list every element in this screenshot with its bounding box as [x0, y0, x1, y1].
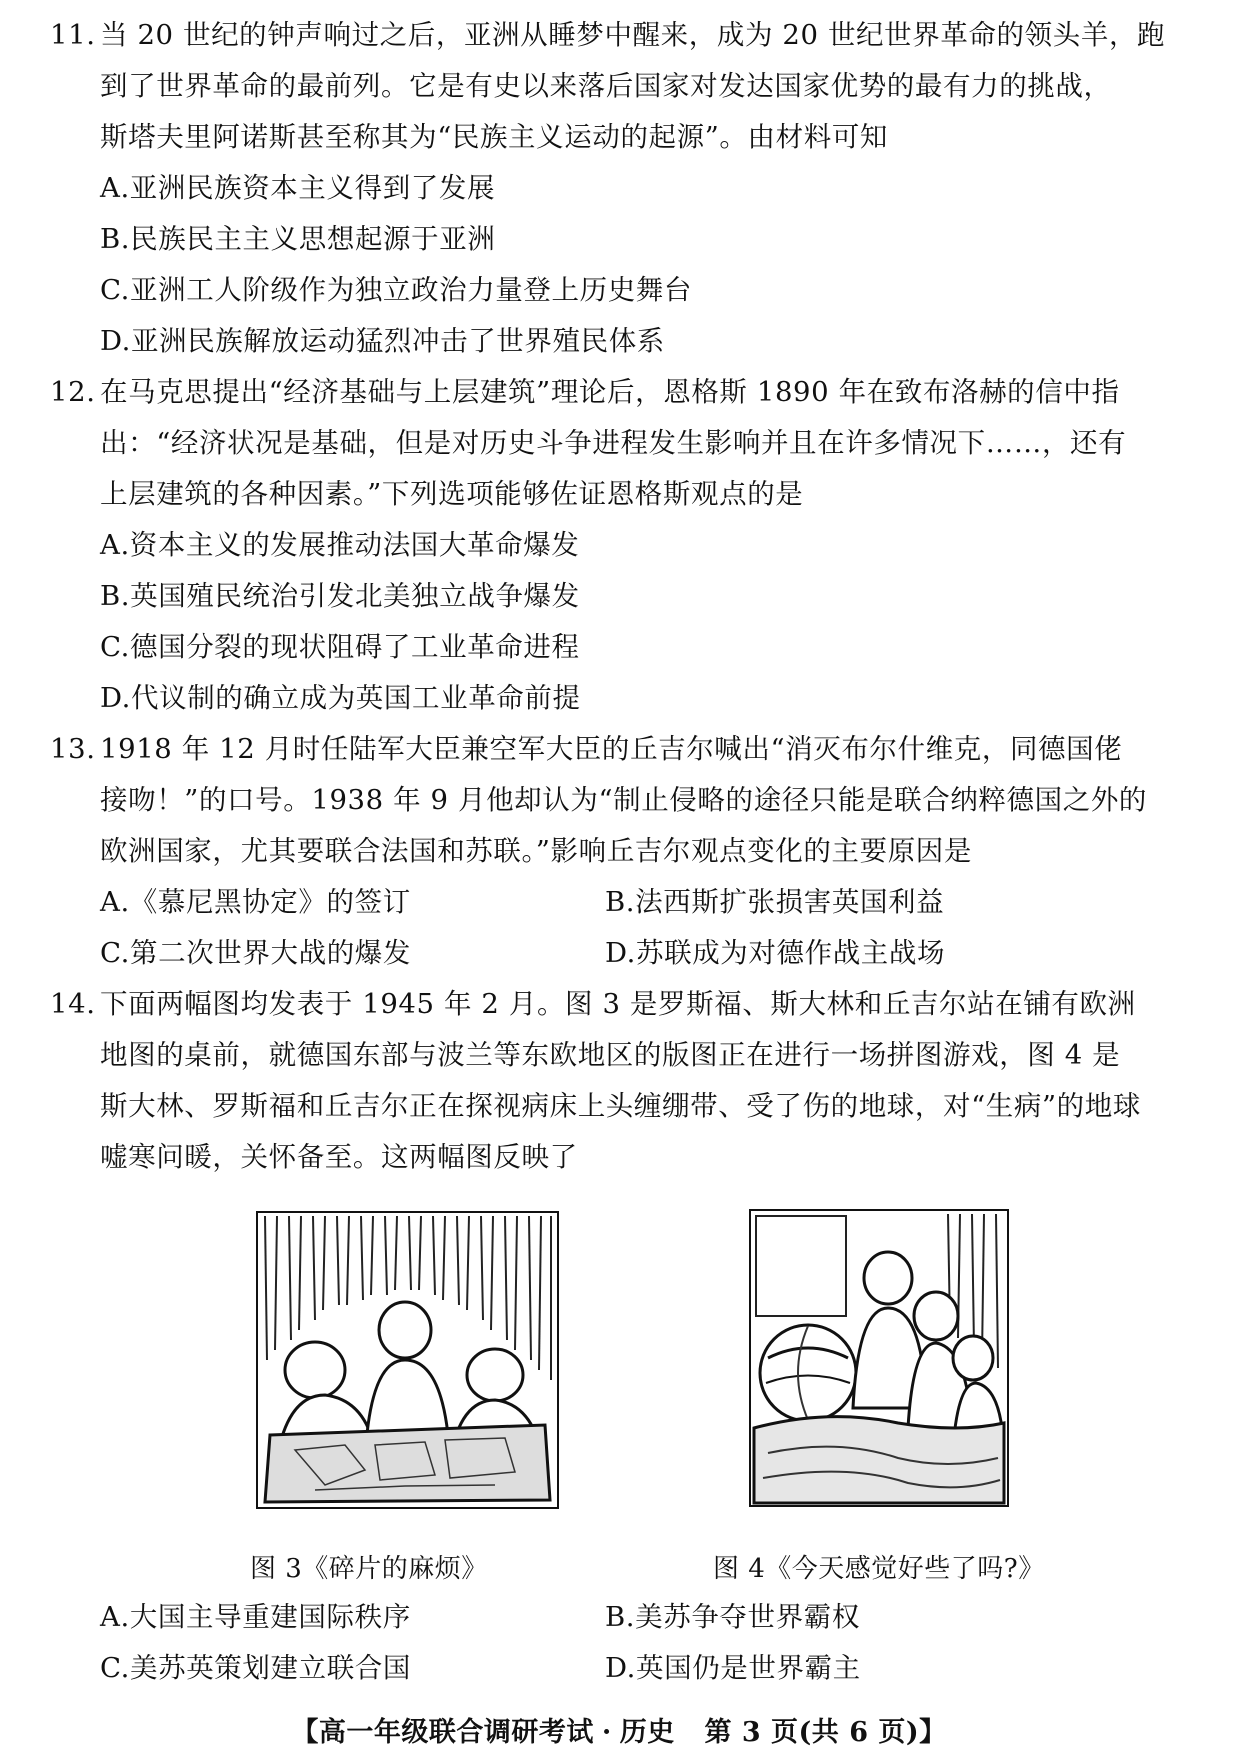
question-text: 地图的桌前，就德国东部与波兰等东欧地区的版图正在进行一场拼图游戏，图 4 是 — [100, 1039, 1121, 1071]
option-a: A.《慕尼黑协定》的签订 — [100, 886, 411, 918]
question-number: 13. — [50, 733, 96, 765]
question-12 — [50, 367, 1190, 724]
question-number: 14. — [50, 988, 96, 1020]
option-c: C.亚洲工人阶级作为独立政治力量登上历史舞台 — [100, 274, 693, 306]
question-text: 下面两幅图均发表于 1945 年 2 月。图 3 是罗斯福、斯大林和丘吉尔站在铺有欧洲 — [100, 988, 1136, 1020]
footer-page-number: 第 3 页(共 6 页) — [704, 1717, 920, 1748]
question-text: 欧洲国家，尤其要联合法国和苏联。”影响丘吉尔观点变化的主要原因是 — [100, 835, 973, 867]
question-text: 接吻！”的口号。1938 年 9 月他却认为“制止侵略的途径只能是联合纳粹德国之外的 — [100, 784, 1148, 816]
option-b: B.法西斯扩张损害英国利益 — [605, 886, 945, 918]
figure-3-cartoon — [255, 1210, 560, 1510]
option-c: C.德国分裂的现状阻碍了工业革命进程 — [100, 631, 580, 663]
question-text: 在马克思提出“经济基础与上层建筑”理论后，恩格斯 1890 年在致布洛赫的信中指 — [100, 376, 1120, 408]
question-text: 嘘寒问暖，关怀备至。这两幅图反映了 — [100, 1141, 578, 1173]
footer-bracket-open: 【 — [291, 1717, 319, 1748]
question-text: 斯塔夫里阿诺斯甚至称其为“民族主义运动的起源”。由材料可知 — [100, 121, 889, 153]
footer-exam-name: 高一年级联合调研考试 — [318, 1717, 594, 1748]
option-d: D.苏联成为对德作战主战场 — [605, 937, 946, 969]
option-b: B.英国殖民统治引发北美独立战争爆发 — [100, 580, 580, 612]
question-text: 出：“经济状况是基础，但是对历史斗争进程发生影响并且在许多情况下……，还有 — [100, 427, 1127, 459]
question-13 — [50, 724, 1190, 979]
option-a: A.亚洲民族资本主义得到了发展 — [100, 172, 496, 204]
option-c: C.美苏英策划建立联合国 — [100, 1652, 412, 1684]
question-text: 上层建筑的各种因素。”下列选项能够佐证恩格斯观点的是 — [100, 478, 804, 510]
option-d: D.英国仍是世界霸主 — [605, 1652, 861, 1684]
footer-bracket-close: 】 — [919, 1717, 947, 1748]
option-d: D.代议制的确立成为英国工业革命前提 — [100, 682, 581, 714]
question-text: 1918 年 12 月时任陆军大臣兼空军大臣的丘吉尔喊出“消灭布尔什维克，同德国佬 — [100, 733, 1123, 765]
figure-4-cartoon — [748, 1208, 1010, 1508]
question-14 — [50, 979, 1190, 1183]
question-14-options — [50, 1592, 1190, 1694]
option-c: C.第二次世界大战的爆发 — [100, 937, 412, 969]
question-text: 到了世界革命的最前列。它是有史以来落后国家对发达国家优势的最有力的挑战， — [100, 70, 1112, 102]
question-text: 当 20 世纪的钟声响过之后，亚洲从睡梦中醒来，成为 20 世纪世界革命的领头羊，跑 — [100, 19, 1166, 51]
option-d: D.亚洲民族解放运动猛烈冲击了世界殖民体系 — [100, 325, 665, 357]
figure-3-caption: 图 3《碎片的麻烦》 — [250, 1554, 488, 1584]
question-number: 12. — [50, 376, 96, 408]
option-a: A.资本主义的发展推动法国大革命爆发 — [100, 529, 580, 561]
question-11 — [50, 10, 1190, 367]
option-b: B.美苏争夺世界霸权 — [605, 1601, 860, 1633]
footer-subject: 历史 — [619, 1717, 675, 1748]
question-number: 11. — [50, 19, 96, 51]
footer-dot: · — [601, 1717, 612, 1748]
figure-4-caption: 图 4《今天感觉好些了吗?》 — [713, 1554, 1045, 1584]
option-a: A.大国主导重建国际秩序 — [100, 1601, 411, 1633]
page-footer — [0, 1710, 1238, 1749]
option-b: B.民族民主主义思想起源于亚洲 — [100, 223, 496, 255]
question-text: 斯大林、罗斯福和丘吉尔正在探视病床上头缠绷带、受了伤的地球，对“生病”的地球 — [100, 1090, 1141, 1122]
